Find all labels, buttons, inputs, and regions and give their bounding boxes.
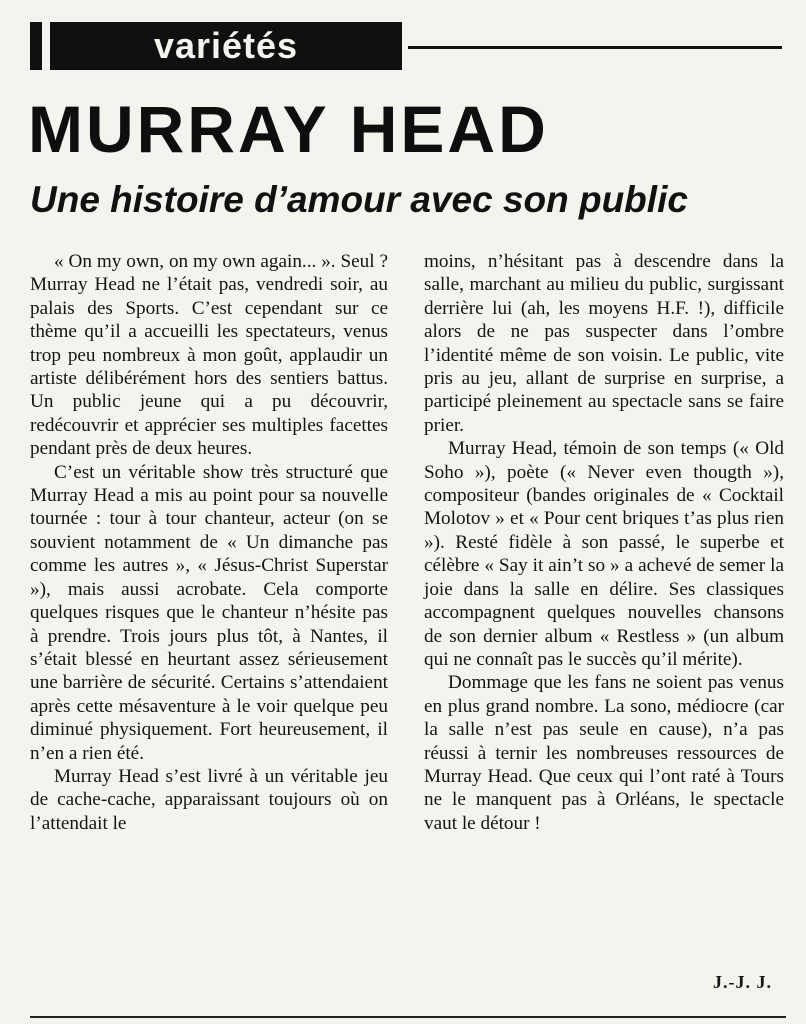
- article-headline: MURRAY HEAD: [28, 92, 549, 166]
- bottom-rule-divider: [30, 1016, 786, 1018]
- paragraph-right-3: Dommage que les fans ne soient pas venus en plus grand nombre. La sono, médiocre (car la salle n’est pas seule en cause), n’a pas réussi à ternir les nombreuses ressources de Murray Head. Que ceux qui l’ont raté à Tours ne le manquent pas à Orléans, le spectacle vaut le détour !: [424, 672, 784, 834]
- paragraph-right-2: Murray Head, témoin de son temps (« Old Soho »), poète (« Never even thougth »), compositeur (bandes originales de « Cocktail Molotov » et « Pour cent briques t’as plus rien »). Resté fidèle à son passé, le superbe et célèbre « Say it ain’t so » a achevé de semer la joie dans la salle en délire. Ses classiques accompagnent quelques nouvelles chansons de son dernier album « Restless » (un album qui ne connaît pas le succès qu’il mérite).: [424, 438, 784, 670]
- author-signature: J.-J. J.: [713, 972, 772, 992]
- rubric-label-box: [50, 22, 402, 70]
- article-column-left: [30, 250, 388, 835]
- article-subheadline: Une histoire d’amour avec son public: [30, 179, 688, 220]
- rubric-bar-decoration: [30, 22, 42, 70]
- article-column-right: [424, 250, 784, 835]
- paragraph-left-2: C’est un véritable show très structuré que Murray Head a mis au point pour sa nouvelle tournée : tour à tour chanteur, acteur (on se souvient notamment de « Un dimanche pas comme les autres », « Jésus-Christ Superstar »), mais aussi acrobate. Cela comporte quelques risques que le chanteur n’hésite pas à prendre. Trois jours plus tôt, à Nantes, il s’était blessé en heurtant assez sérieusement une barrière de sécurité. Certains s’attendaient après cette mésaventure à le voir quelque peu diminué physiquement. Fort heureusement, il n’en a rien été.: [30, 461, 388, 764]
- section-label: variétés: [153, 25, 299, 66]
- paragraph-left-1: « On my own, on my own again... ». Seul ? Murray Head ne l’était pas, vendredi soir, au palais des Sports. C’est cependant sur ce thème qu’il a accueilli les spectateurs, venus trop peu nombreux à mon goût, applaudir un artiste délibérément hors des sentiers battus. Un public jeune qui a pu découvrir, redécouvrir et apprécier ses multiples facettes pendant près de deux heures.: [30, 251, 388, 460]
- paragraph-left-3: Murray Head s’est livré à un véritable jeu de cache-cache, apparaissant toujours où on l’attendait le: [30, 765, 388, 834]
- section-rubric: [30, 22, 782, 72]
- paragraph-right-1: moins, n’hésitant pas à descendre dans la salle, marchant au milieu du public, surgissant derrière lui (ah, les moyens H.F. !), difficile alors de ne pas suspecter dans l’ombre l’identité même de son voisin. Le public, vite pris au jeu, allant de surprise en surprise, a participé pleinement au spectacle sans se faire prier.: [424, 251, 784, 436]
- rubric-rule-divider: [408, 46, 782, 49]
